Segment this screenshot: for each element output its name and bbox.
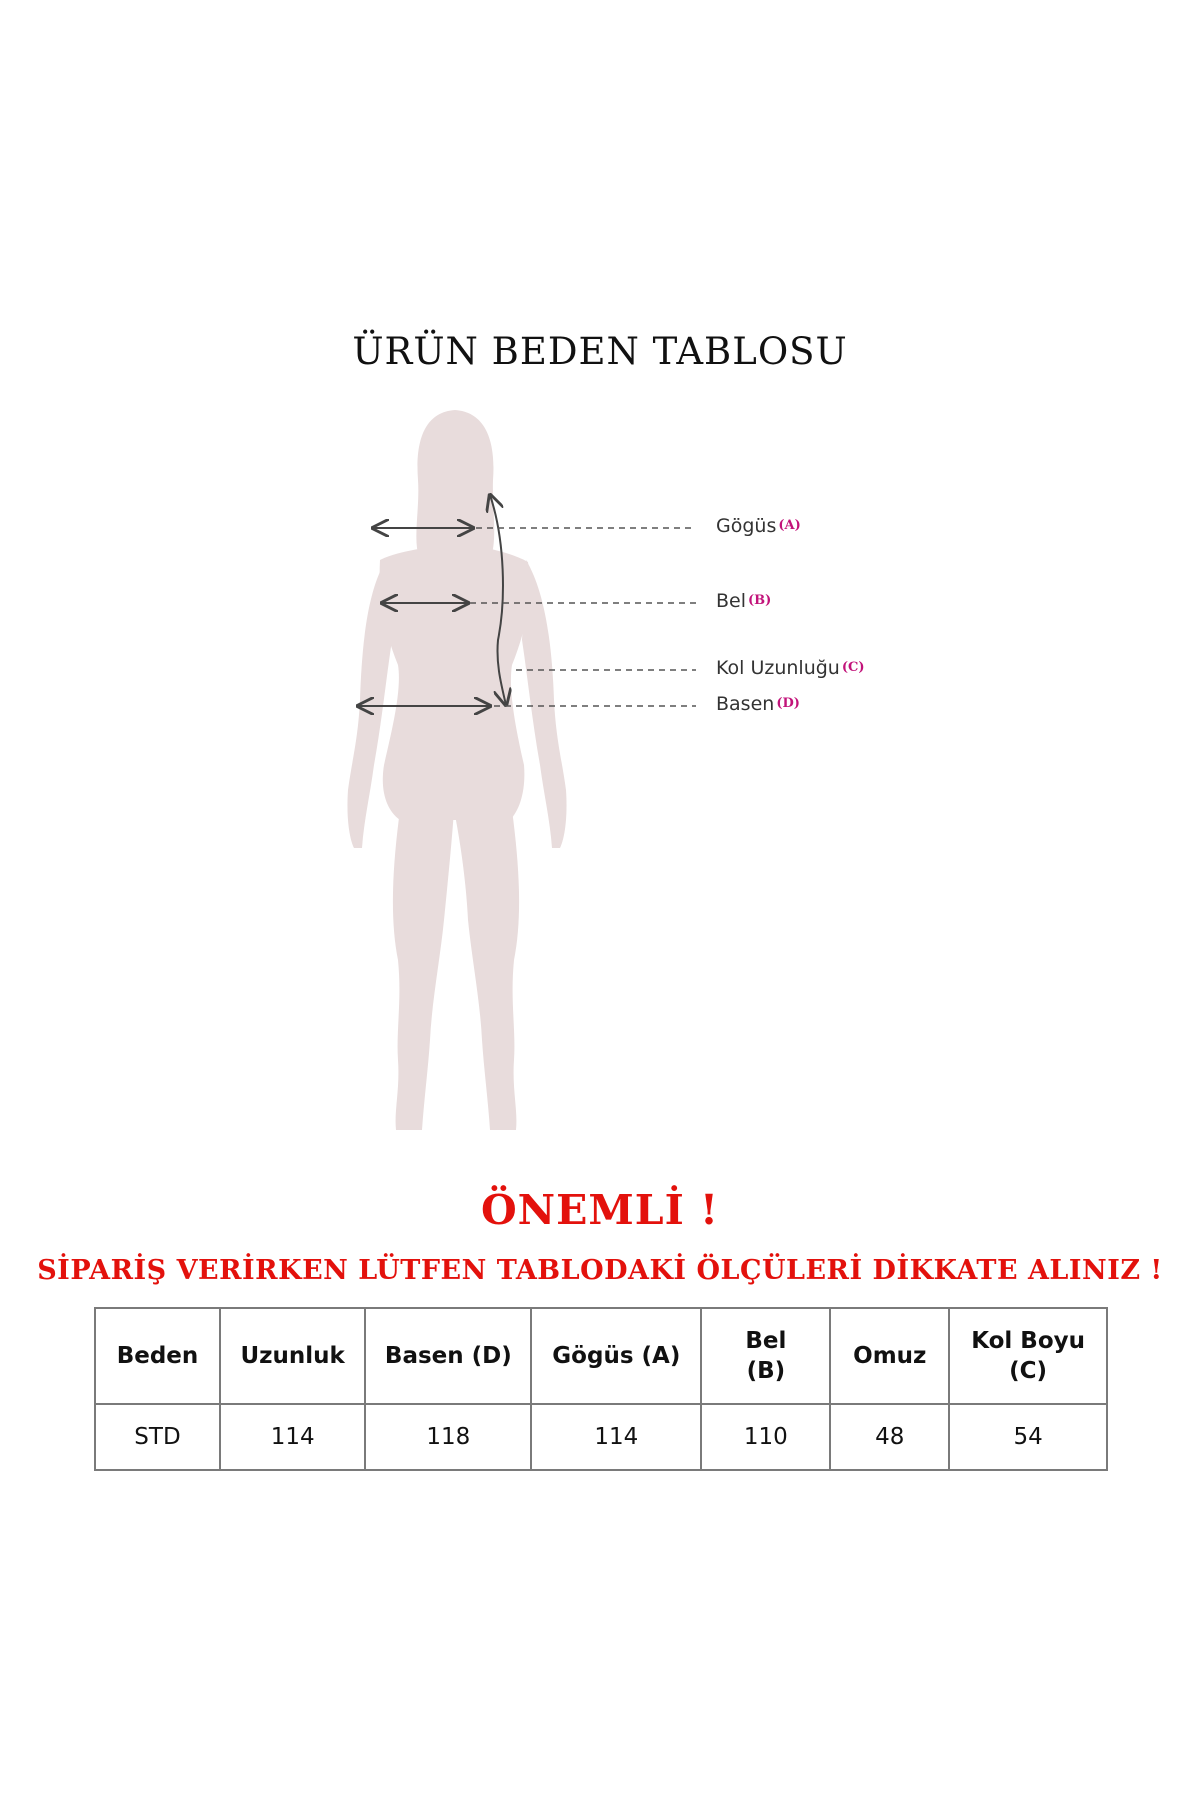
header-hip: Basen (D): [365, 1308, 531, 1404]
cell-chest: 114: [531, 1404, 701, 1470]
header-chest: Gögüs (A): [531, 1308, 701, 1404]
measure-label-arm-length: Kol Uzunluğu (C): [716, 657, 865, 679]
important-heading: ÖNEMLİ !: [480, 1186, 720, 1234]
woman-silhouette: [340, 400, 920, 1145]
cell-size: STD: [95, 1404, 220, 1470]
size-table-header-row: [95, 1308, 1107, 1404]
header-length: Uzunluk: [220, 1308, 365, 1404]
measure-label-chest: Gögüs (A): [716, 515, 801, 537]
size-table: [94, 1307, 1108, 1471]
cell-waist: 110: [701, 1404, 830, 1470]
table-row: [95, 1404, 1107, 1470]
header-shoulder: Omuz: [830, 1308, 949, 1404]
header-waist: Bel (B): [701, 1308, 830, 1404]
header-size: Beden: [95, 1308, 220, 1404]
body-measurement-diagram: [340, 400, 920, 1145]
page-title: ÜRÜN BEDEN TABLOSU: [352, 330, 848, 373]
cell-hip: 118: [365, 1404, 531, 1470]
measure-label-waist: Bel (B): [716, 590, 772, 612]
cell-shoulder: 48: [830, 1404, 949, 1470]
measure-label-hip: Basen (D): [716, 693, 800, 715]
warning-message: SİPARİŞ VERİRKEN LÜTFEN TABLODAKİ ÖLÇÜLERİ DİKKATE ALINIZ !: [37, 1255, 1163, 1286]
cell-length: 114: [220, 1404, 365, 1470]
cell-sleeve-length: 54: [949, 1404, 1107, 1470]
header-sleeve-length: Kol Boyu (C): [949, 1308, 1107, 1404]
